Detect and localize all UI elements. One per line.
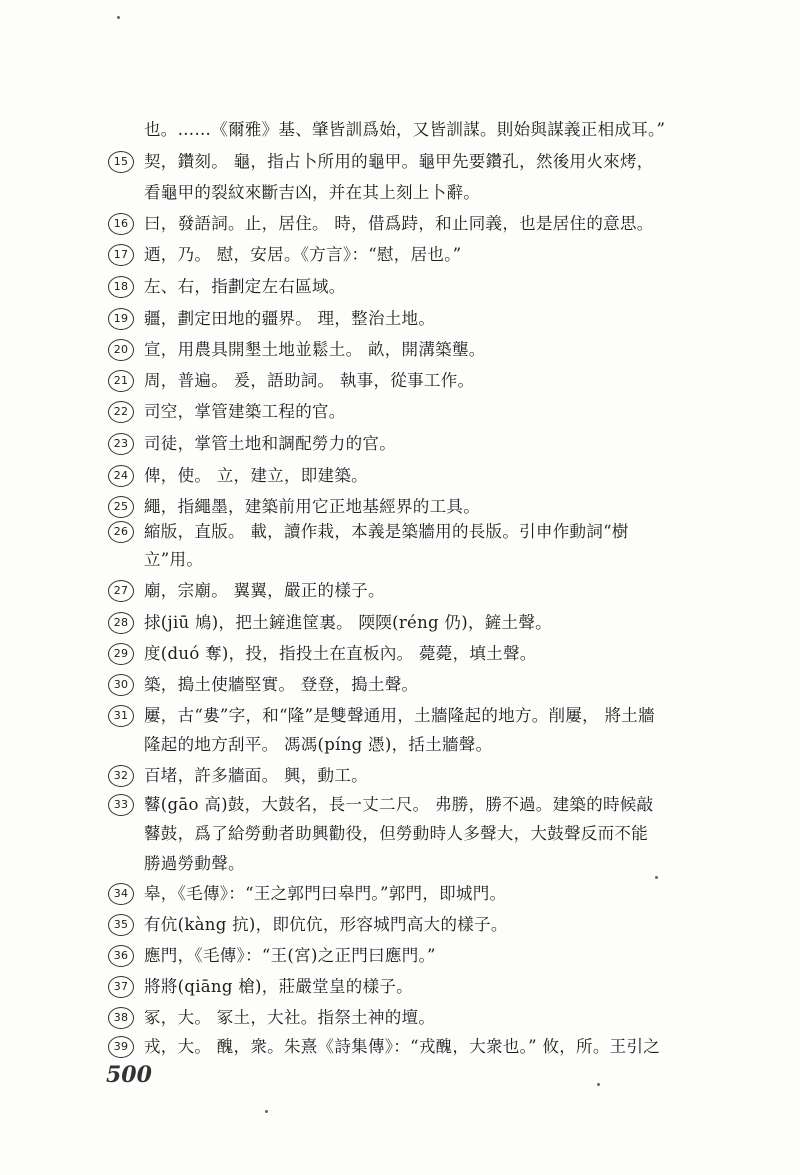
note-number: 39	[108, 1036, 134, 1058]
note-text: 屢，古“婁”字，和“隆”是雙聲通用，土牆隆起的地方。削屢， 將土牆	[144, 706, 655, 725]
annotation-line	[108, 464, 688, 488]
speck-mark	[265, 1110, 268, 1113]
annotation-line	[108, 150, 688, 174]
annotation-line	[108, 243, 688, 267]
speck-mark	[655, 876, 658, 879]
note-number: 33	[108, 794, 134, 816]
note-number: 25	[108, 496, 134, 518]
note-number: 37	[108, 976, 134, 998]
note-number: 28	[108, 612, 134, 634]
note-text: 司空，掌管建築工程的官。	[144, 402, 346, 421]
annotation-line	[108, 520, 688, 544]
note-number: 15	[108, 151, 134, 173]
annotation-line	[108, 181, 688, 205]
annotation-line	[108, 495, 688, 519]
speck-mark	[597, 1083, 600, 1086]
note-number: 36	[108, 945, 134, 967]
annotation-line	[108, 704, 688, 728]
note-number: 27	[108, 580, 134, 602]
note-text: 應門，《毛傳》：“王(宮)之正門曰應門。”	[144, 946, 436, 965]
note-text: 周，普遍。 爰，語助詞。 執事，從事工作。	[144, 371, 475, 390]
annotation-line	[108, 548, 688, 572]
note-text: 看龜甲的裂紋來斷吉凶，并在其上刻上卜辭。	[144, 183, 480, 202]
note-number: 24	[108, 465, 134, 487]
note-number: 21	[108, 370, 134, 392]
annotation-line	[108, 793, 688, 817]
annotation-line	[108, 733, 688, 757]
note-text: 廟，宗廟。 翼翼，嚴正的樣子。	[144, 581, 385, 600]
note-text: 契，鑽刻。 龜，指占卜所用的龜甲。龜甲先要鑽孔，然後用火來烤，	[144, 152, 654, 171]
annotation-line	[108, 1035, 688, 1059]
note-text: 捄(jiū 鳩)，把土鏟進筐裏。 陾陾(réng 仍)，鏟土聲。	[144, 613, 552, 632]
note-text: 曰，發語詞。止，居住。 時，借爲跱，和止同義，也是居住的意思。	[144, 214, 654, 233]
annotation-line	[108, 822, 688, 846]
note-text: 宣，用農具開墾土地並鬆土。 畝，開溝築壟。	[144, 340, 486, 359]
note-number: 26	[108, 521, 134, 543]
annotation-line	[108, 400, 688, 424]
note-text: 隆起的地方刮平。 馮馮(píng 憑)，括土牆聲。	[144, 735, 493, 754]
annotation-line	[108, 764, 688, 788]
note-number: 34	[108, 883, 134, 905]
annotation-line	[108, 673, 688, 697]
note-text: 戎，大。 醜，衆。朱熹《詩集傳》：“戎醜，大衆也。” 攸，所。王引之	[144, 1037, 661, 1056]
note-number: 19	[108, 308, 134, 330]
note-text: 皋，《毛傳》：“王之郭門曰皋門。”郭門，即城門。	[144, 884, 507, 903]
annotation-line	[108, 913, 688, 937]
annotation-line	[108, 432, 688, 456]
annotation-line	[108, 1006, 688, 1030]
note-text: 將將(qiāng 槍)，莊嚴堂皇的樣子。	[144, 977, 413, 996]
annotation-line	[108, 882, 688, 906]
note-number: 16	[108, 213, 134, 235]
annotation-line	[108, 944, 688, 968]
annotation-line	[108, 975, 688, 999]
annotation-line	[108, 642, 688, 666]
note-text: 俾，使。 立，建立，即建築。	[144, 466, 368, 485]
note-number: 18	[108, 276, 134, 298]
note-text: 縮版，直版。 載，讀作栽，本義是築牆用的長版。引申作動詞“樹	[144, 522, 629, 541]
note-text: 疆，劃定田地的疆界。 理，整治土地。	[144, 309, 436, 328]
annotation-line	[108, 212, 688, 236]
note-number: 31	[108, 705, 134, 727]
note-text: 鼛(gāo 高)鼓，大鼓名，長一丈二尺。 弗勝，勝不過。建築的時候敲	[144, 795, 654, 814]
annotation-line	[108, 369, 688, 393]
note-number: 30	[108, 674, 134, 696]
note-text: 冢，大。 冢土，大社。指祭土神的壇。	[144, 1008, 436, 1027]
annotation-line	[108, 275, 688, 299]
annotation-line	[108, 611, 688, 635]
annotation-line	[108, 307, 688, 331]
note-number: 32	[108, 765, 134, 787]
note-text: 築，搗土使牆堅實。 登登，搗土聲。	[144, 675, 419, 694]
speck-mark	[117, 16, 120, 19]
note-text: 立”用。	[144, 550, 204, 569]
note-text: 百堵，許多牆面。 興，動工。	[144, 766, 368, 785]
annotation-line	[108, 579, 688, 603]
annotation-line	[108, 118, 688, 142]
page-number: 500	[106, 1062, 152, 1088]
note-number: 23	[108, 433, 134, 455]
note-text: 繩，指繩墨，建築前用它正地基經界的工具。	[144, 497, 480, 516]
note-number: 17	[108, 244, 134, 266]
note-text: 司徒，掌管土地和調配勞力的官。	[144, 434, 396, 453]
note-number: 35	[108, 914, 134, 936]
annotation-line	[108, 338, 688, 362]
note-number: 29	[108, 643, 134, 665]
annotation-line	[108, 852, 688, 876]
note-number: 38	[108, 1007, 134, 1029]
note-text: 左、右，指劃定左右區域。	[144, 277, 346, 296]
note-text: 勝過勞動聲。	[144, 854, 245, 873]
note-text: 也。……《爾雅》基、肇皆訓爲始，又皆訓謀。則始與謀義正相成耳。”	[144, 120, 666, 139]
note-text: 鼛鼓，爲了給勞動者助興勸役，但勞動時人多聲大，大鼓聲反而不能	[144, 824, 648, 843]
note-text: 迺，乃。 慰，安居。《方言》：“慰，居也。”	[144, 245, 462, 264]
note-number: 20	[108, 339, 134, 361]
note-text: 度(duó 奪)，投，指投土在直板內。 薨薨，填土聲。	[144, 644, 537, 663]
note-number: 22	[108, 401, 134, 423]
note-text: 有伉(kàng 抗)，即伉伉，形容城門高大的樣子。	[144, 915, 508, 934]
